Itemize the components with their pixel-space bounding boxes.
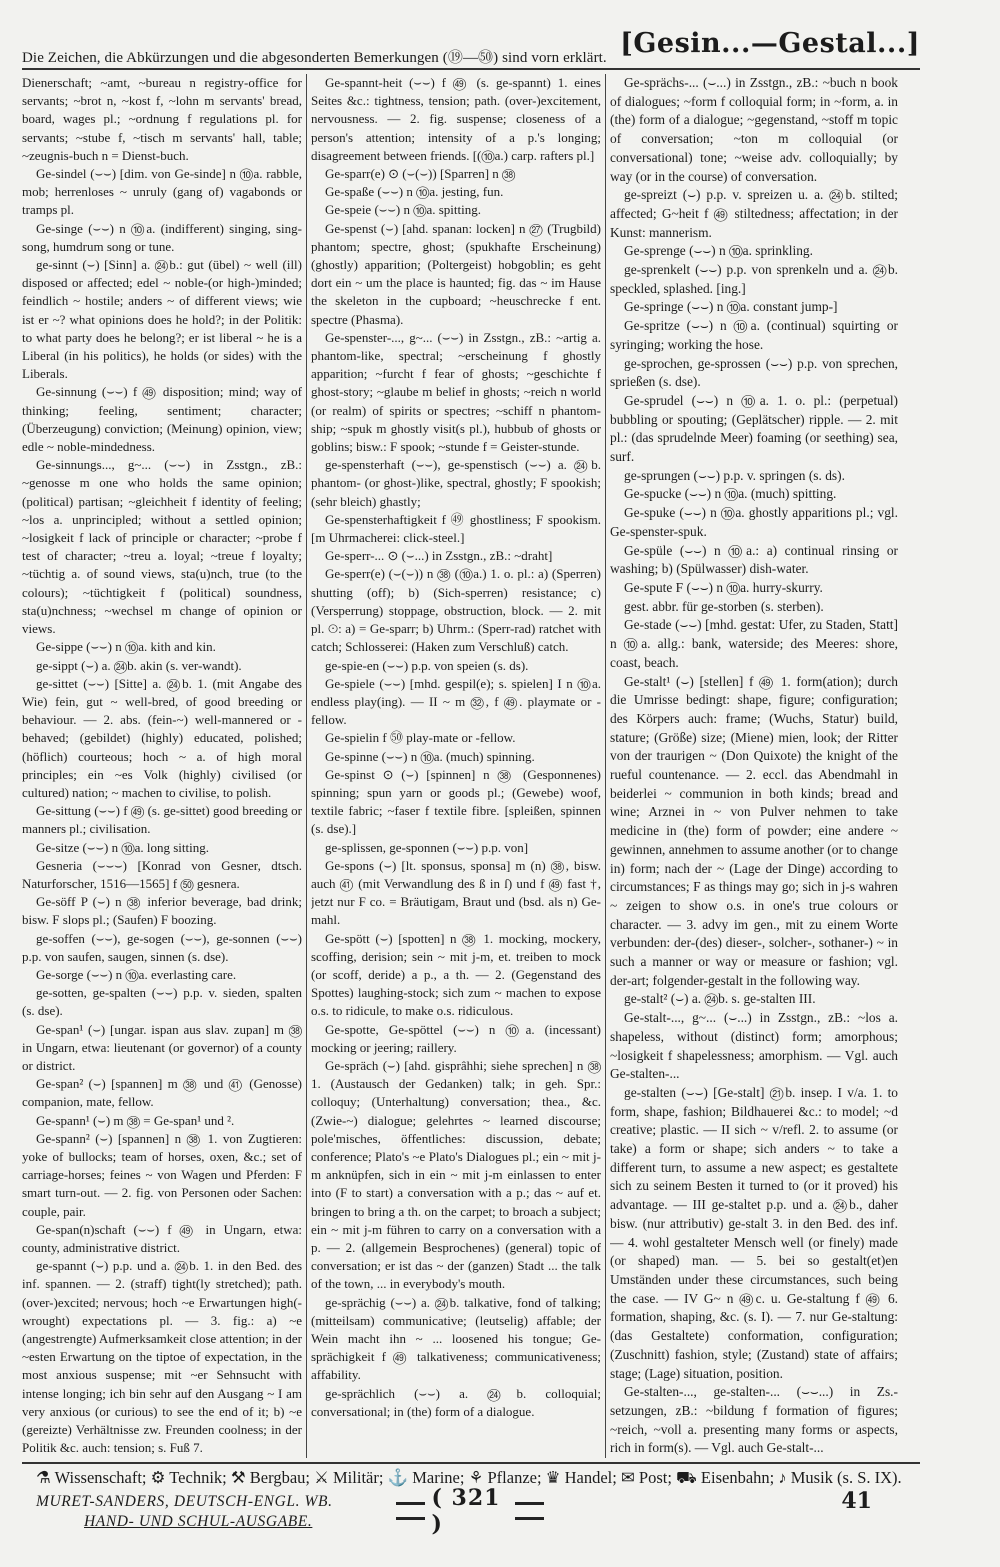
header-entry-range: [Gesin...—Gestal...]	[620, 28, 920, 59]
dictionary-entry: ge-sittet (⌣⌣) [Sitte] a. ㉔b. 1. (mit Angabe des Wie) fein, gut ~ well-bred, of good breeding or behaviour. — 2. abs. (fein-~) well-mannered or -behaved; (gebildet) (highly) educated, polished; (höflich) courteous; hoch ~ a. of high moral principles; ein ~es Volk (highly) civilised (or cultured) nation; ~ machen to civilise, to polish.	[22, 675, 302, 800]
dictionary-entry: Ge-spute F (⌣⌣) n ⑩a. hurry-skurry.	[624, 579, 823, 595]
dictionary-entry: Ge-stalten-..., ge-stalten-... (⌣⌣...) in Zs.-setzungen, zB.: ~bildung f formation of figures; ~reich, ~voll a. presenting many forms or aspects, rich in form(s). — Vgl. auch Ge-stalt-...	[610, 1384, 898, 1456]
dictionary-entry: ge-sprächlich (⌣⌣) a. ㉔b. colloquial; conversational; in (the) form of a dialogue.	[311, 1385, 601, 1419]
dictionary-entry: ge-sinnt (⌣) [Sinn] a. ㉔b.: gut (übel) ~ well (ill) disposed or affected; edel ~ noble-(or high-)minded; feindlich ~ hostile; anders ~ of different views; wie ist er ~? what opinions does he hold?; in der Politik: to what party does he belong?; er ist liberal ~ he is a Liberal (in his politics), he holds (or sides) with the Liberals.	[22, 257, 302, 382]
dictionary-entry: ge-sippt (⌣) a. ㉔b. akin (s. ver-wandt).	[36, 657, 242, 673]
dictionary-entry: Ge-spannt-heit (⌣⌣) f ㊾ (s. ge-spannt) 1. eines Seites &c.: tightness, tension; path. (over-)excitement, nervousness. — 2. fig. suspense; closeness of a person's attention; intensity of a p.'s longing; disagreement between friends. [(⑩a.) carp. rafters pl.]	[311, 75, 601, 163]
column-divider	[306, 74, 307, 1458]
dictionary-entry: Dienerschaft; ~amt, ~bureau n registry-office for servants; ~brot n, ~kost f, ~lohn m servants' bread, board, wages pl.; ~ordnung f regulations pl. for servants; ~stube f, ~tisch m servants' hall, table; ~zeugnis-buch n = Dienst-buch.	[22, 75, 302, 163]
dictionary-entry: Ge-sprächs-... (⌣...) in Zsstgn., zB.: ~buch n book of dialogues; ~form f colloquial form; in ~form, a. in (the) form of a dialogue; ~gegenstand, ~stoff m topic of conversation; ~ton m colloquial (or conversational) tone; ~weise adv. colloquially; by way (or in the course) of conversation.	[610, 75, 898, 184]
dictionary-entry: Ge-spann² (⌣) [spannen] n ㊳ 1. von Zugtieren: yoke of bullocks; team of horses, oxen, &c.; set of carriage-horses; feines ~ von Wagen und Pferden: F smart turn-out. — 2. fig. von Personen oder Sachen: couple, pair.	[22, 1130, 302, 1219]
dictionary-entry: ge-spie-en (⌣⌣) p.p. von speien (s. ds).	[325, 657, 529, 673]
publisher-edition: HAND- UND SCHUL-AUSGABE.	[84, 1513, 313, 1530]
dictionary-entry: ge-splissen, ge-sponnen (⌣⌣) p.p. von]	[325, 839, 529, 855]
dictionary-entry: ge-sprochen, ge-sprossen (⌣⌣) p.p. von sprechen, sprießen (s. dse).	[610, 355, 898, 390]
dictionary-entry: Ge-span(n)schaft (⌣⌣) f ㊾ in Ungarn, etwa: county, administrative district.	[22, 1221, 302, 1255]
dictionary-entry: Ge-span² (⌣) [spannen] m ㊳ und ㊶ (Genosse) companion, mate, fellow.	[22, 1076, 302, 1110]
dictionary-entry: Ge-spritze (⌣⌣) n ⑩a. (continual) squirting or syringing; working the hose.	[610, 318, 898, 352]
column-2	[311, 74, 601, 1458]
dictionary-entry: Ge-sprudel (⌣⌣) n ⑩a. 1. o. pl.: (perpetual) bubbling or spouting; (Geplätscher) ripple. — 2. mit pl.: (das sprudelnde Meer) foaming (or seething) sea, surf.	[610, 392, 898, 465]
dictionary-entry: Ge-spensterhaftigkeit f ㊾ ghostliness; F spookism. [m Uhrmacherei: click-steel.]	[311, 511, 601, 546]
page-number-text: ( 321 )	[431, 1485, 501, 1537]
dictionary-entry: Ge-sindel (⌣⌣) [dim. von Ge-sinde] n ⑩a. rabble, mob; herrenloses ~ unruly (gang of) vagabonds or tramps pl.	[22, 166, 302, 218]
column-1	[22, 74, 302, 1458]
dictionary-entry: Ge-spinst ⊙ (⌣) [spinnen] n ㊳ (Gesponnenes) spinning; spun yarn or goods pl.; (Gewebe) woof, textile fabric; ~faser f textile fibre. [spleißen, spinnen (s. dse).]	[311, 766, 601, 837]
footer-rule	[22, 1462, 920, 1464]
header-rule	[22, 68, 920, 70]
dictionary-entry: Ge-singe (⌣⌣) n ⑩a. (indifferent) singing, sing-song, humdrum song or tune.	[22, 220, 302, 254]
dictionary-entry: Ge-spann¹ (⌣) m ㊳ = Ge-span¹ und ².	[36, 1112, 235, 1128]
dictionary-entry: Ge-stade (⌣⌣) [mhd. gestat: Ufer, zu Staden, Statt] n ⑩a. allg.: bank, waterside; des Meeres: shore, coast, beach.	[610, 617, 898, 670]
dictionary-entry: Ge-stalt¹ (⌣) [stellen] f ㊾ 1. form(ation); durch die Umrisse bedingt: shape, figure; configuration; des Körpers auch: frame; (Wuchs, Statur) build, stature; (Größe) size; (Miene) mien, look; der Ritter von der traurigen ~ (Don Quixote) the knight of the rueful countenance. — 2. eccl. das Abendmahl in beiderlei ~ communion in both kinds; bread and wine; Arznei in ~ von Pulver nehmen to take medicine in (the) form of powder; eine andere ~ gewinnen, annehmen to assume another (or to change in) form; nach der ~ (Lage der Dinge) according to circumstances; F as things may go; sich in j-s wahren ~ zeigen to show o.s. in one's true colours or character. — 3. advy im gen., mit zu einem Worte verbunden: der-(des) dieser-, solcher-, sothaner-) ~ in such a manner or way or measure or fashion; vgl. der-art; folgender-gestalt in the following way.	[610, 673, 898, 988]
dictionary-entry: Ge-söff P (⌣) n ㊳ inferior beverage, bad drink; bisw. F slops pl.; (Saufen) F boozing.	[22, 894, 302, 928]
publisher-title: MURET-SANDERS, DEUTSCH-ENGL. WB.	[36, 1493, 333, 1510]
dictionary-entry: ge-soffen (⌣⌣), ge-sogen (⌣⌣), ge-sonnen (⌣⌣) p.p. von saufen, saugen, sinnen (s. dse).	[22, 930, 302, 964]
dictionary-entry: Ge-sperr(e) (⌣(⌣)) n ㊳ (⑩a.) 1. o. pl.: a) (Sperren) shutting (off); b) (Sich-sperren) resistance; c) (Versperrung) stoppage, obstruction, block. — 2. mit pl. ⊙: a) = Ge-sparr; b) Uhrm.: (Sperr-rad) ratchet with catch; Schlosserei: (Haken zum Verschluß) catch.	[311, 566, 601, 655]
dictionary-entry: Ge-sorge (⌣⌣) n ⑩a. everlasting care.	[36, 966, 237, 982]
dictionary-entry: ge-sprungen (⌣⌣) p.p. v. springen (s. ds).	[624, 467, 845, 483]
dictionary-entry: Ge-spucke (⌣⌣) n ⑩a. (much) spitting.	[624, 486, 837, 502]
publisher-imprint	[36, 1492, 376, 1532]
dictionary-entry: ge-spreizt (⌣) p.p. v. spreizen u. a. ㉔b. stilted; affected; G~heit f ㊾ stiltedness; affectation; in der Kunst: mannerism.	[610, 187, 898, 240]
dictionary-entry: Ge-spiele (⌣⌣) [mhd. gespil(e); s. spielen] I n ⑩a. endless play(ing). — II ~ m ㉜, f ㊾. playmate or -fellow.	[311, 675, 601, 728]
dictionary-entry: gest. abbr. für ge-storben (s. sterben).	[624, 598, 824, 614]
dictionary-entry: Ge-spotte, Ge-spöttel (⌣⌣) n ⑩a. (incessant) mocking or jeering; raillery.	[311, 1021, 601, 1055]
dictionary-entry: Ge-spräch (⌣) [ahd. gisprâhhi; siehe sprechen] n ㊳ 1. (Austausch der Gedanken) talk; in geh. Spr.: colloquy; (Unterhaltung) conversation; thea., &c. (Zwie-~) dialogue; gelehrtes ~ learned discourse; pole'misches, öffentliches: discussion, debate; conference; Plato's ~e Plato's Dialogues pl.; ein ~ mit j-m anknüpfen, sich in ein ~ mit j-m einlassen to enter into (F to start) a conversation with a p.; das ~ auf et. bringen to bring a th. on the carpet; to broach a subject; ein ~ mit j-m führen to carry on a conversation with a p. — 2. (allgemein Besprochenes) (general) topic of conversation; er ist das ~ der (ganzen) Stadt ... the talk of the town, ... in everybody's mouth.	[311, 1057, 601, 1292]
dictionary-entry: Ge-spuke (⌣⌣) n ⑩a. ghostly apparitions pl.; vgl. Ge-spenster-spuk.	[610, 505, 898, 539]
dictionary-entry: Ge-sittung (⌣⌣) f ㊾ (s. ge-sittet) good breeding or manners pl.; civilisation.	[22, 803, 302, 837]
dictionary-entry: Ge-speie (⌣⌣) n ⑩a. spitting.	[325, 202, 482, 218]
dictionary-entry: Ge-springe (⌣⌣) n ⑩a. constant jump-]	[624, 299, 838, 315]
dictionary-entry: Ge-sperr-... ⊙ (⌣...) in Zsstgn., zB.: ~draht]	[325, 548, 553, 564]
page-number-bars	[515, 1502, 544, 1520]
dictionary-entry: Ge-sippe (⌣⌣) n ⑩a. kith and kin.	[36, 639, 216, 655]
dictionary-entry: Ge-sparr(e) ⊙ (⌣(⌣)) [Sparren] n ㊳	[325, 166, 516, 182]
dictionary-entry: Ge-stalt-..., g~... (⌣...) in Zsstgn., zB.: ~los a. shapeless, without (distinct) form; amorphous; ~losigkeit f shapelessness; amorphism. — Vgl. auch Ge-stalten-...	[610, 1010, 898, 1082]
dictionary-entry: Ge-spött (⌣) [spotten] n ㊳ 1. mocking, mockery, scoffing, derision; sein ~ mit j-m, et. treiben to mock (or scoff, deride) a p., a th. — 2. (Gegenstand des Spottes) laughing-stock; sich zum ~ machen to expose o.s. to ridicule, to make o.s. ridiculous.	[311, 930, 601, 1019]
dictionary-entry: Ge-spenster-..., g~... (⌣⌣) in Zsstgn., zB.: ~artig a. phantom-like, spectral; ~erscheinung f ghostly apparition; ~furcht f fear of ghosts; ~geschichte f ghost-story; ~glaube m belief in ghosts; ~reich n world (or realm) of spirits or spectres; ~schiff n phantom-ship; ~spuk m ghostly visit(s pl.), hubbub of ghosts or goblins; bisw.: F spook; ~stunde f = Geister-stunde.	[311, 329, 601, 455]
dictionary-entry: Ge-sprenge (⌣⌣) n ⑩a. sprinkling.	[624, 243, 813, 259]
column-divider	[605, 74, 606, 1458]
dictionary-entry: ge-spensterhaft (⌣⌣), ge-spenstisch (⌣⌣) a. ㉔b. phantom- (or ghost-)like, spectral, ghostly; F spookish; (sehr bleich) ghastly;	[311, 457, 601, 509]
dictionary-entry: ge-spannt (⌣) p.p. und a. ㉔b. 1. in den Bed. des inf. spannen. — 2. (straff) tight(ly stretched); path. (over-)excited; nervous; hoch ~e Erwartungen high(-wrought) expectations pl. — 3. fig.: a) ~e (angestrengte) Aufmerksamkeit close attention; in der ~esten Erwartung on the tiptoe of expectation, in the most anxious suspense; mit ~er Sehnsucht with intense longing; ich bin sehr auf den Ausgang ~ I am very anxious (or curious) to see the end of it; b) ~e (gereizte) Verhältnisse zw. Freunden coolness; in der Politik &c. auch: tension; s. Fuß 7.	[22, 1258, 302, 1456]
dictionary-entry: Ge-spaße (⌣⌣) n ⑩a. jesting, fun.	[325, 184, 504, 200]
dictionary-entry: Ge-spinne (⌣⌣) n ⑩a. (much) spinning.	[325, 748, 535, 764]
dictionary-entry: Gesneria (⌣⌣⌣) [Konrad von Gesner, dtsch. Naturforscher, 1516—1565] f ㊿ gesnera.	[22, 857, 302, 891]
page-number	[390, 1485, 550, 1537]
dictionary-entry: Ge-spons (⌣) [lt. sponsus, sponsa] m (n) ㊳, bisw. auch ㊶ (mit Verwandlung des ß in ſ) und f ㊾ fast †, jetzt nur F co. = Bräutigam, Braut und (bsd. als n) Ge-mahl.	[311, 857, 601, 928]
symbol-legend: ⚗ Wissenschaft; ⚙ Technik; ⚒ Bergbau; ⚔ Militär; ⚓ Marine; ⚘ Pflanze; ♛ Handel; ✉ Post; ⛟ Eisenbahn; ♪ Musik (s. S. IX).	[36, 1468, 902, 1487]
folio-number: 41	[841, 1488, 872, 1514]
dictionary-entry: Ge-sitze (⌣⌣) n ⑩a. long sitting.	[36, 839, 209, 855]
dictionary-entry: Ge-spüle (⌣⌣) n ⑩a.: a) continual rinsing or washing; b) (Spülwasser) dish-water.	[610, 542, 898, 577]
column-3	[610, 74, 898, 1458]
dictionary-entry: Ge-spenst (⌣) [ahd. spanan: locken] n ㉗ (Trugbild) phantom; spectre, ghost; (spukhafte Erscheinung) (ghostly) apparition; (Poltergeist) hobgoblin; es geht dort ein ~ um the place is haunted; fig. das ~ im Hause the skeleton in the cupboard; ~heuschrecke f ent. spectre (Phasma).	[311, 220, 601, 327]
dictionary-entry: ge-stalt² (⌣) a. ㉔b. s. ge-stalten III.	[624, 991, 816, 1007]
dictionary-entry: ge-stalten (⌣⌣) [Ge-stalt] ㉑b. insep. I v/a. 1. to form, shape, fashion; Bildhauerei &c.: to model; ~d creative; plastic. — II sich ~ v/refl. 2. to assume (or take) a form or shape; sich anders ~ to take a different turn, to assume a new aspect; es gestaltete sich zu seinem Besten it turned to (or it proved) his advantage. — III ge-staltet p.p. und a. ㉔b., daher bisw. (nur attributiv) ge-stalt 3. in den Bed. des inf. — 4. wohl gestalteter Mensch well (or finely) made (or shaped) man. — 5. bei so gestalt(et)en Umständen under these circumstances, such being the case. — IV G~ n ㊾c. u. Ge-staltung f ㊾ 6. formation, shaping, &c. (s. I). — 7. nur Ge-staltung: (das Gestaltete) conformation, configuration; (Zuschnitt) fashion, style; (Zustand) state of affairs; stage; (Lage) situation, position.	[610, 1084, 898, 1381]
dictionary-entry: ge-sprächig (⌣⌣) a. ㉔b. talkative, fond of talking; (mitteilsam) communicative; (leutselig) affable; der Wein macht ihn ~ ... loosened his tongue; Ge-sprächigkeit f ㊾ talkativeness; communicativeness; affability.	[311, 1294, 601, 1383]
dictionary-entry: ge-sprenkelt (⌣⌣) p.p. von sprenkeln und a. ㉔b. speckled, splashed. [ing.]	[610, 262, 898, 296]
header-note: Die Zeichen, die Abkürzungen und die abgesonderten Bemerkungen (⑲—㊿) sind vorn erklärt.	[22, 50, 607, 66]
dictionary-entry: ge-sotten, ge-spalten (⌣⌣) p.p. v. sieden, spalten (s. dse).	[22, 985, 302, 1019]
dictionary-entry: Ge-span¹ (⌣) [ungar. ispan aus slav. zupan] m ㊳ in Ungarn, etwa: lieutenant (or governor) of a county or district.	[22, 1021, 302, 1073]
dictionary-entry: Ge-spielin f ㊿ play-mate or -fellow.	[325, 730, 516, 746]
dictionary-entry: Ge-sinnungs..., g~... (⌣⌣) in Zsstgn., zB.: ~genosse m one who holds the same opinion; (political) partisan; ~gleichheit f identity of feeling; ~los a. unprincipled; without a settled opinion; ~losigkeit f lack of principle or character; ~probe f test of character; ~treu a. loyal; ~treue f loyalty; ~tüchtig a. of sound views, sta(u)nch, true (to the colours); ~tüchtigkeit f (political) soundness, sta(u)nchness; ~wechsel m change of opinion or views.	[22, 457, 302, 637]
dictionary-entry: Ge-sinnung (⌣⌣) f ㊾ disposition; mind; way of thinking; feeling, sentiment; character; (Überzeugung) conviction; (Meinung) opinion, view; edle ~ noble-mindedness.	[22, 384, 302, 455]
page-number-bars	[396, 1502, 425, 1520]
